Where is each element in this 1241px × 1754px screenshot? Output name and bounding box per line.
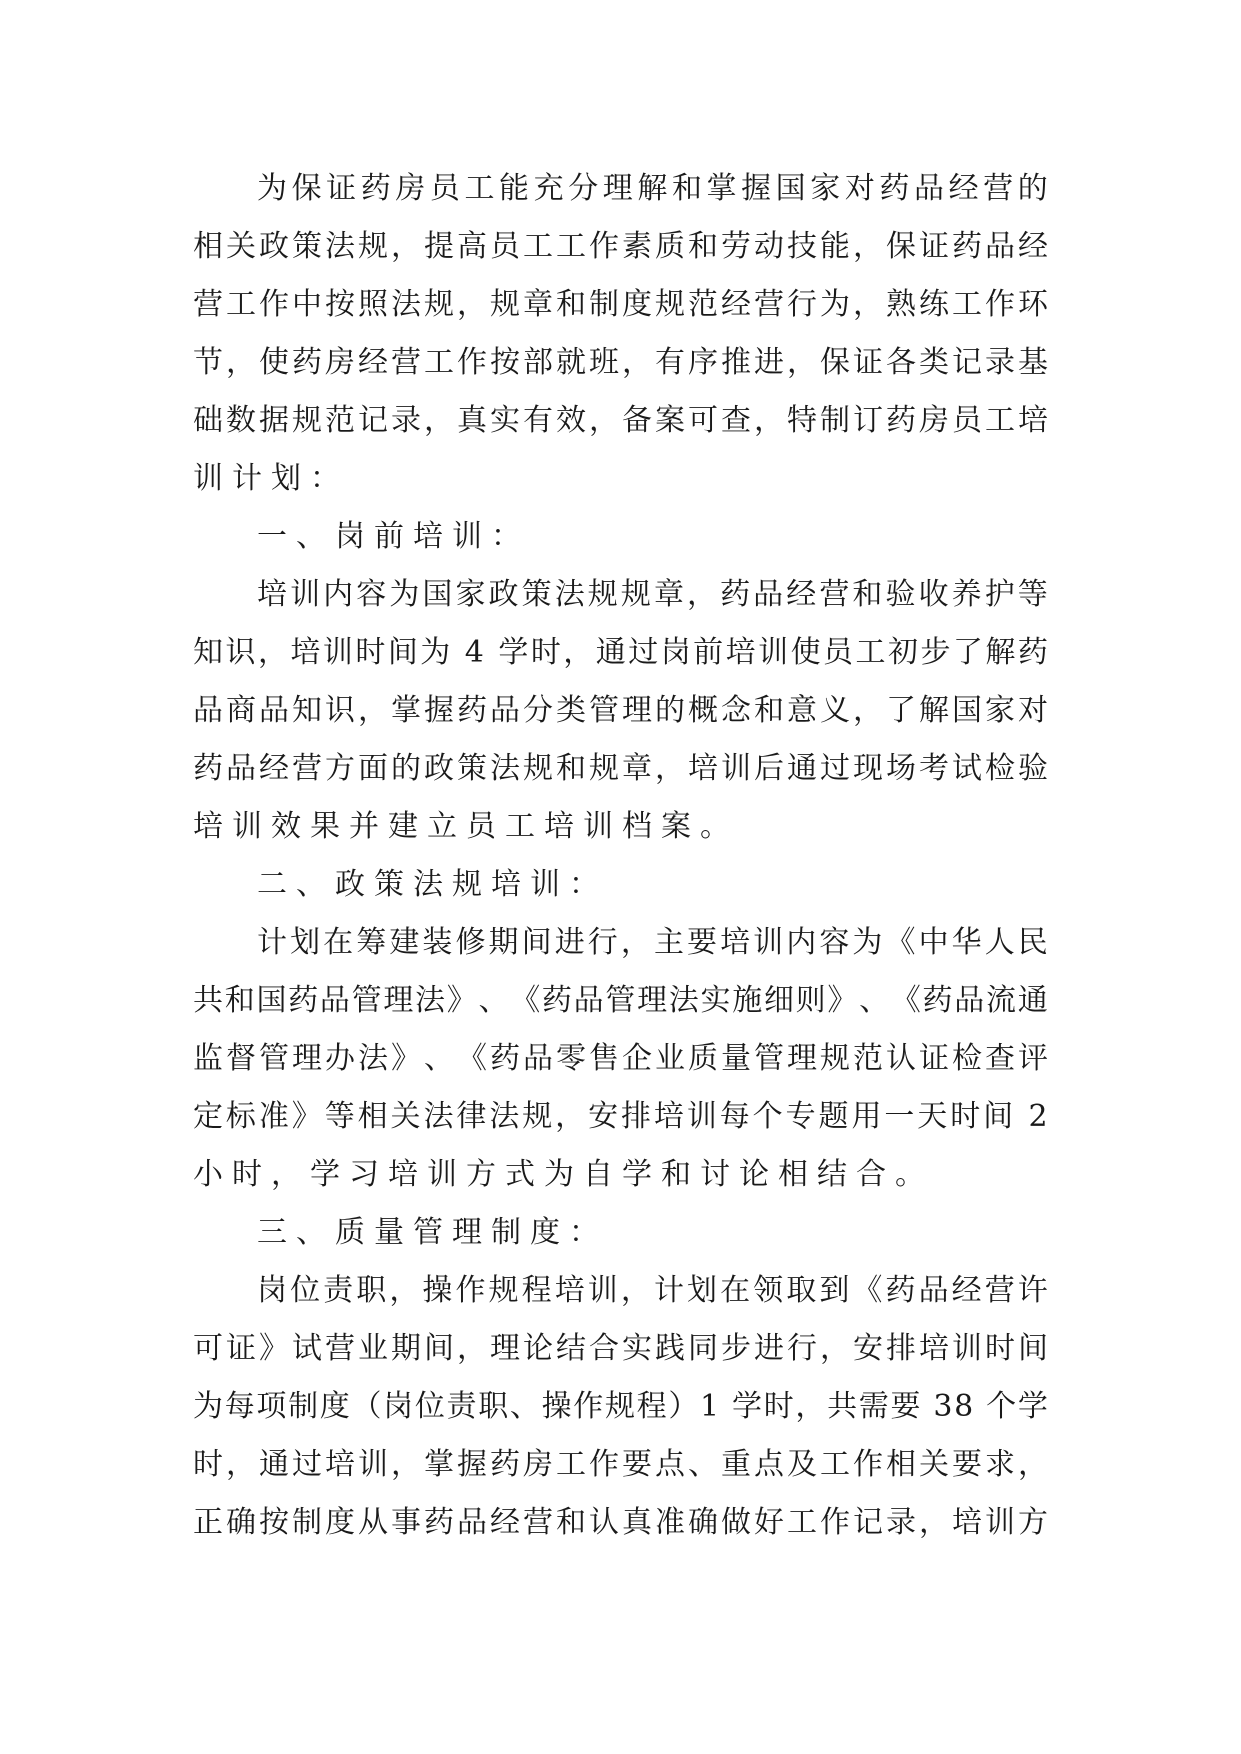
section-3-line-3: 为 每 项 制 度 （ 岗 位 责 职 、 操 作 规 程 ） 1 学 时 ， 共 需 要 3 8 个 学 bbox=[193, 1389, 1048, 1424]
section-2-line-5: 小时，学习培训方式为自学和讨论相结合。 bbox=[193, 1157, 934, 1192]
section-1-line-2: 知 识 ， 培 训 时 间 为 4 学 时 ， 通 过 岗 前 培 训 使 员 工 初 步 了 解 药 bbox=[193, 635, 1048, 670]
intro-line-4: 节 ， 使 药 房 经 营 工 作 按 部 就 班 ， 有 序 推 进 ， 保 证 各 类 记 录 基 bbox=[193, 345, 1048, 380]
section-heading-2: 二、政策法规培训： bbox=[257, 867, 608, 902]
document-body bbox=[193, 160, 1048, 1552]
section-heading-3: 三、质量管理制度： bbox=[257, 1215, 608, 1250]
intro-line-3: 营 工 作 中 按 照 法 规 ， 规 章 和 制 度 规 范 经 营 行 为 ， 熟 练 工 作 环 bbox=[193, 287, 1048, 322]
section-1-line-4: 药 品 经 营 方 面 的 政 策 法 规 和 规 章 ， 培 训 后 通 过 现 场 考 试 检 验 bbox=[193, 751, 1048, 786]
intro-line-5: 础 数 据 规 范 记 录 ， 真 实 有 效 ， 备 案 可 查 ， 特 制 订 药 房 员 工 培 bbox=[193, 403, 1048, 438]
section-2-line-4: 定 标 准 》 等 相 关 法 律 法 规 ， 安 排 培 训 每 个 专 题 用 一 天 时 间 2 bbox=[193, 1099, 1048, 1134]
section-3-line-5: 正 确 按 制 度 从 事 药 品 经 营 和 认 真 准 确 做 好 工 作 记 录 ， 培 训 方 bbox=[193, 1505, 1048, 1540]
section-2-line-3: 监 督 管 理 办 法 》 、 《 药 品 零 售 企 业 质 量 管 理 规 范 认 证 检 查 评 bbox=[193, 1041, 1048, 1076]
section-2-line-2: 共 和 国 药 品 管 理 法 》 、 《 药 品 管 理 法 实 施 细 则 》 、 《 药 品 流 通 bbox=[193, 983, 1048, 1018]
section-3-line-1: 岗 位 责 职 ， 操 作 规 程 培 训 ， 计 划 在 领 取 到 《 药 品 经 营 许 bbox=[257, 1273, 1048, 1308]
intro-line-1: 为 保 证 药 房 员 工 能 充 分 理 解 和 掌 握 国 家 对 药 品 经 营 的 bbox=[257, 171, 1048, 206]
intro-line-2: 相 关 政 策 法 规 ， 提 高 员 工 工 作 素 质 和 劳 动 技 能 ， 保 证 药 品 经 bbox=[193, 229, 1048, 264]
section-1-line-1: 培 训 内 容 为 国 家 政 策 法 规 规 章 ， 药 品 经 营 和 验 收 养 护 等 bbox=[257, 577, 1048, 612]
section-3-line-4: 时 ， 通 过 培 训 ， 掌 握 药 房 工 作 要 点 、 重 点 及 工 作 相 关 要 求 ， bbox=[193, 1447, 1048, 1482]
section-heading-1: 一、岗前培训： bbox=[257, 519, 530, 554]
intro-line-6: 训计划： bbox=[193, 461, 349, 496]
section-1-line-3: 品 商 品 知 识 ， 掌 握 药 品 分 类 管 理 的 概 念 和 意 义 ， 了 解 国 家 对 bbox=[193, 693, 1048, 728]
section-3-line-2: 可 证 》 试 营 业 期 间 ， 理 论 结 合 实 践 同 步 进 行 ， 安 排 培 训 时 间 bbox=[193, 1331, 1048, 1366]
section-2-line-1: 计 划 在 筹 建 装 修 期 间 进 行 ， 主 要 培 训 内 容 为 《 中 华 人 民 bbox=[257, 925, 1048, 960]
section-1-line-5: 培训效果并建立员工培训档案。 bbox=[193, 809, 739, 844]
